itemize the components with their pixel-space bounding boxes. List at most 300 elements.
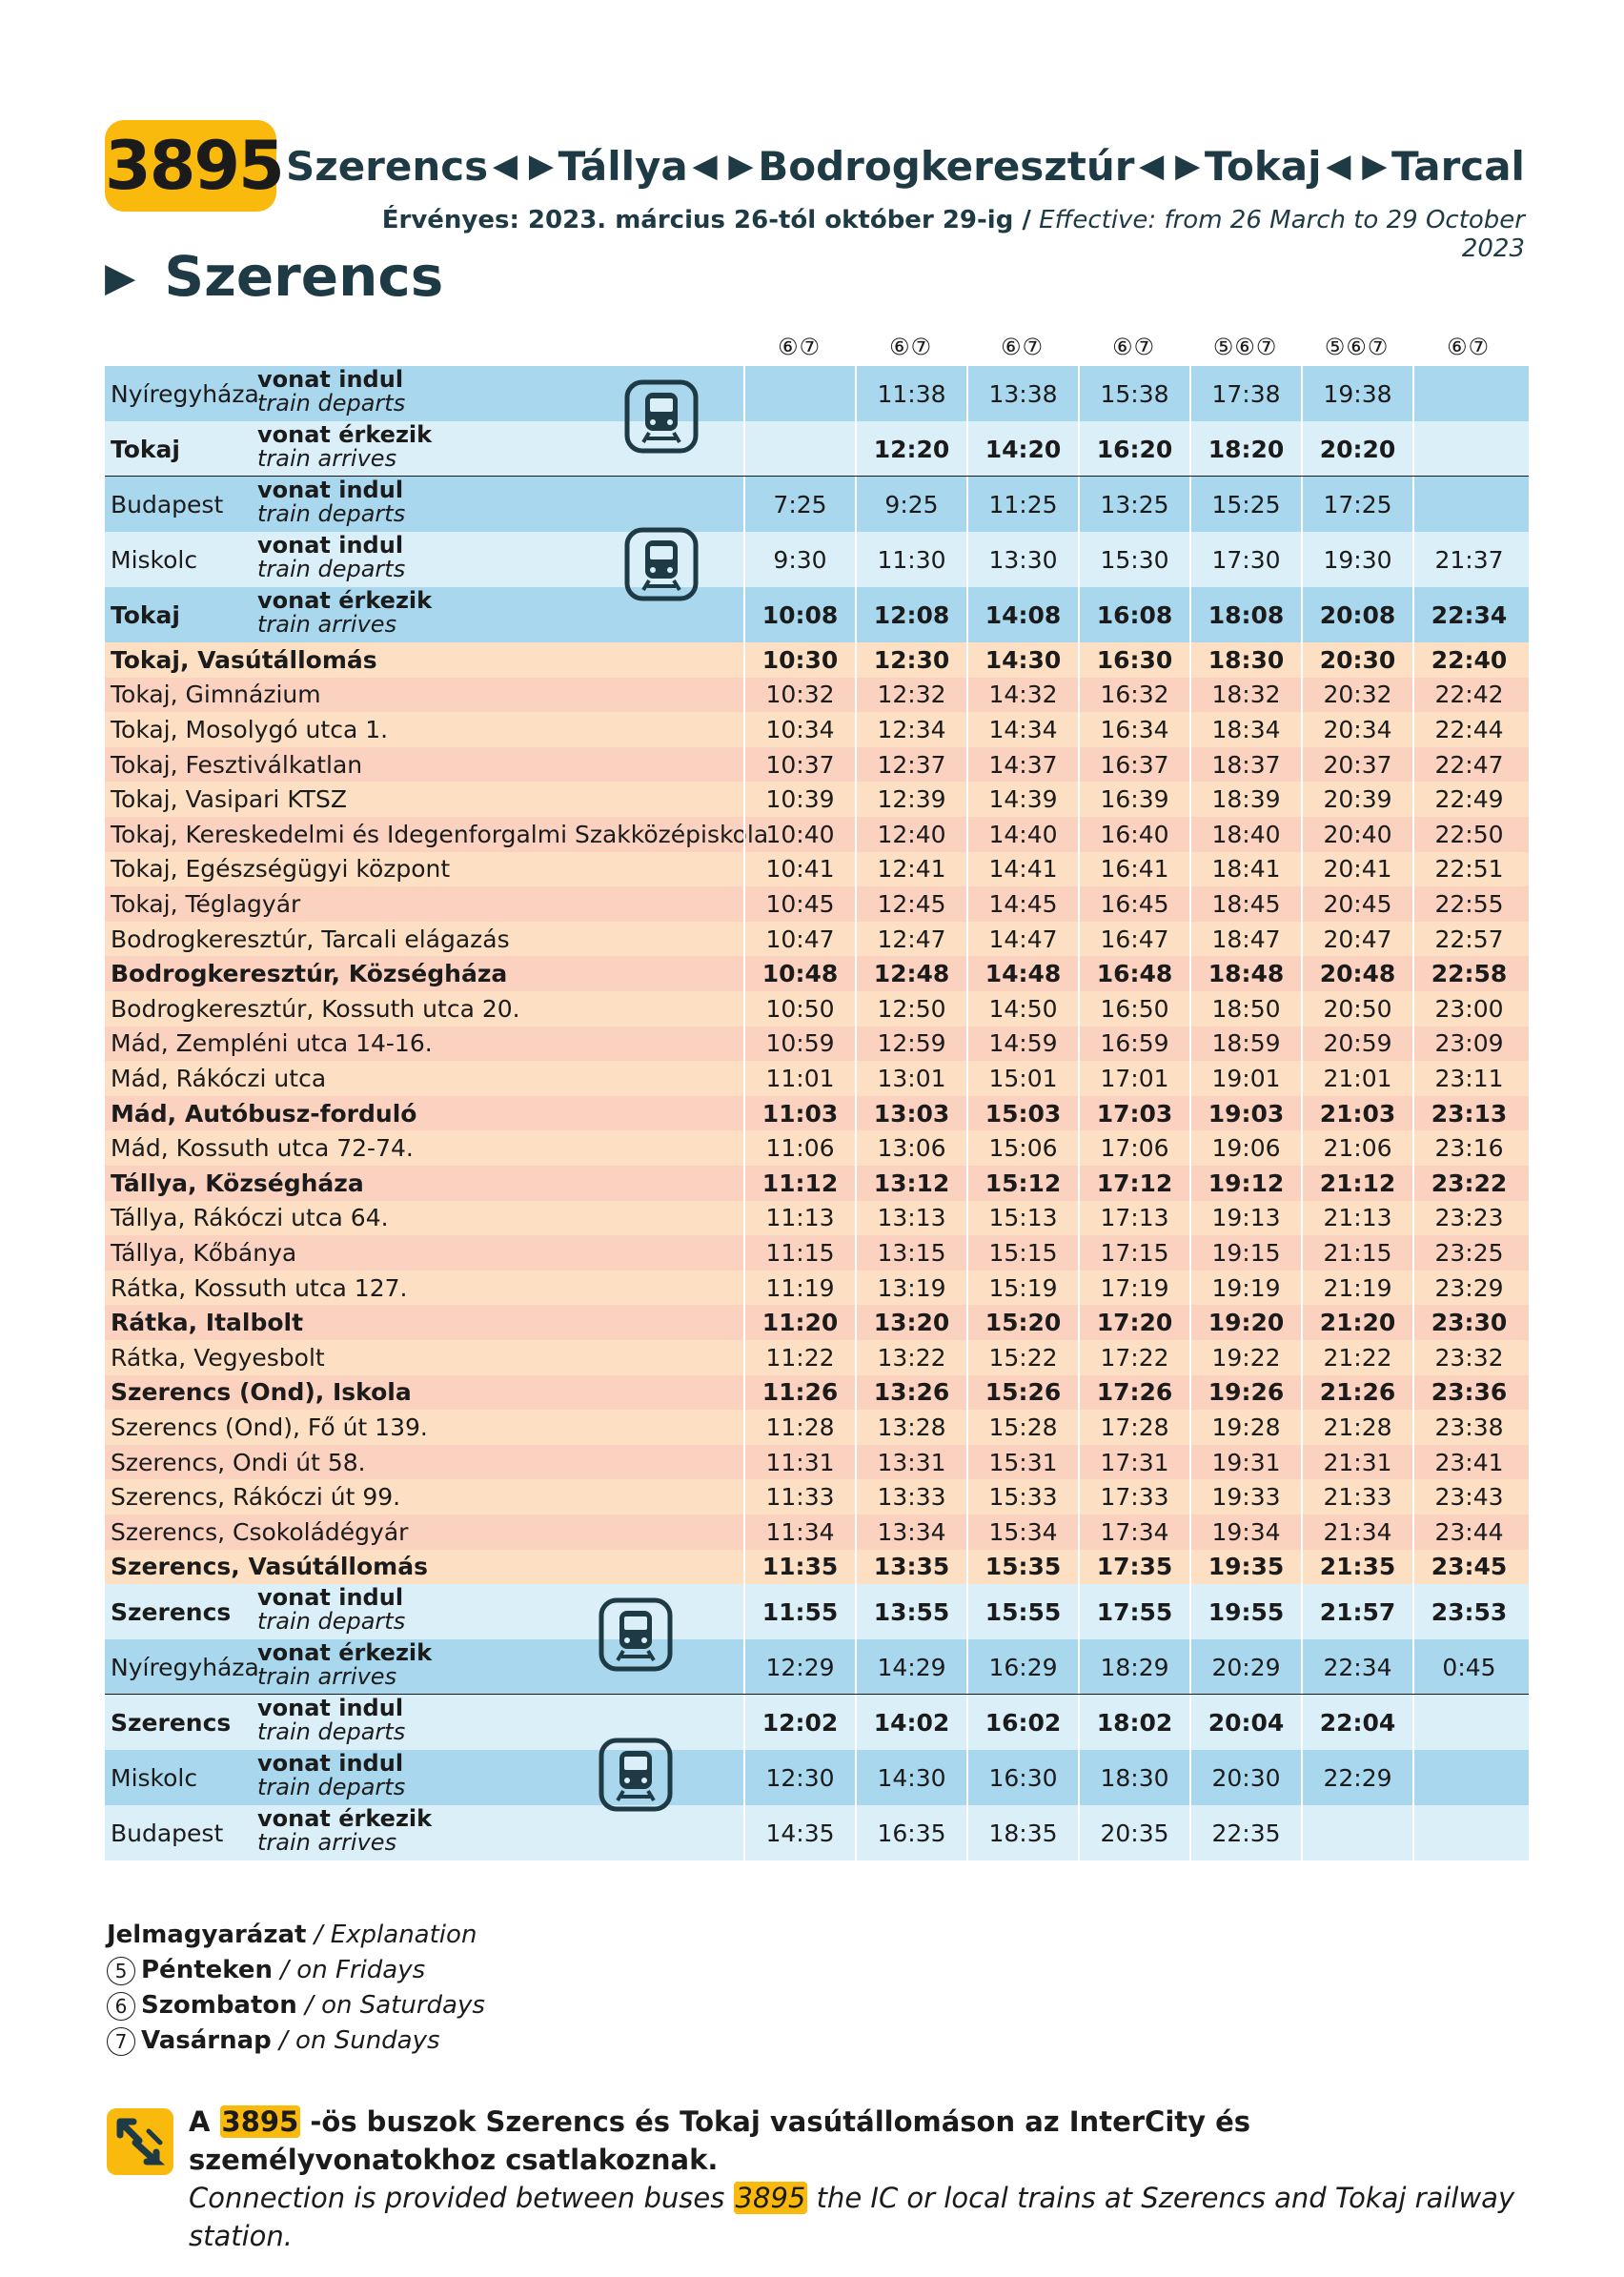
validity-en: Effective: from 26 March to 29 October 2023 — [1030, 206, 1525, 263]
departure-time-cell — [1301, 1805, 1412, 1860]
departure-time-cell: 11:31 — [743, 1445, 855, 1480]
validity-period — [315, 206, 1525, 263]
stop-name: Mád, Rákóczi utca — [111, 1064, 327, 1092]
departure-time-cell: 12:41 — [855, 852, 966, 887]
stop-name: Rátka, Kossuth utca 127. — [111, 1273, 408, 1302]
departure-time-cell: 23:44 — [1412, 1515, 1524, 1550]
stop-name: Rátka, Vegyesbolt — [111, 1343, 325, 1372]
validity-hu: Érvényes: 2023. március 26-tól október 29-ig / — [381, 206, 1031, 234]
bus-stop-row — [105, 1515, 1529, 1550]
departure-time-cell: 15:20 — [966, 1305, 1078, 1340]
departure-time-cell: 16:32 — [1078, 678, 1189, 713]
bus-stop-row — [105, 1061, 1529, 1096]
departure-time-cell: 17:25 — [1301, 477, 1412, 532]
departure-time-cell: 14:30 — [966, 642, 1078, 678]
departure-time-cell: 17:28 — [1078, 1410, 1189, 1445]
departure-time-cell: 13:22 — [855, 1340, 966, 1375]
departure-time-cell: 22:58 — [1412, 956, 1524, 991]
departure-time-cell: 11:06 — [743, 1130, 855, 1166]
departure-time-cell: 13:34 — [855, 1515, 966, 1550]
departure-time-cell — [1412, 1695, 1524, 1750]
train-note-hu: vonat indul — [257, 366, 404, 393]
departure-time-cell: 21:20 — [1301, 1305, 1412, 1340]
route-stop: Tokaj — [1204, 142, 1322, 190]
departure-time-cell: 21:15 — [1301, 1235, 1412, 1271]
departure-time-cell: 11:20 — [743, 1305, 855, 1340]
departure-time-cell — [1412, 1750, 1524, 1805]
departure-time-cell: 11:30 — [855, 532, 966, 587]
departure-time-cell: 10:37 — [743, 747, 855, 783]
departure-time-cell: 19:30 — [1301, 532, 1412, 587]
train-note-hu: vonat indul — [257, 1750, 404, 1778]
departure-time-cell: 22:49 — [1412, 782, 1524, 817]
departure-time-cell: 10:34 — [743, 712, 855, 747]
day-code-cell: ⑤⑥⑦ — [1212, 334, 1278, 360]
departure-time-cell: 21:31 — [1301, 1445, 1412, 1480]
departure-time-cell: 16:39 — [1078, 782, 1189, 817]
departure-time-cell: 13:28 — [855, 1410, 966, 1445]
departure-time-cell: 11:35 — [743, 1550, 855, 1585]
departure-time-cell: 10:08 — [743, 587, 855, 642]
connection-en-post: the IC or local trains at Szerencs and Tokaj railway station. — [189, 2182, 1515, 2252]
legend — [107, 1918, 485, 2059]
departure-time-cell: 13:38 — [966, 366, 1078, 421]
departure-time-cell: 21:03 — [1301, 1096, 1412, 1131]
stop-name: Tokaj, Gimnázium — [111, 681, 321, 709]
departure-time-cell: 11:25 — [966, 477, 1078, 532]
departure-time-cell: 13:12 — [855, 1166, 966, 1201]
departure-time-cell: 10:50 — [743, 991, 855, 1027]
bus-stop-row — [105, 1027, 1529, 1062]
departure-time-cell — [1412, 421, 1524, 477]
departure-time-cell: 21:13 — [1301, 1201, 1412, 1236]
train-icon — [624, 527, 699, 601]
departure-time-cell: 15:31 — [966, 1445, 1078, 1480]
day-code-cell: ⑥⑦ — [1111, 334, 1156, 360]
stop-name: Miskolc — [111, 1763, 198, 1792]
train-note-hu: vonat indul — [257, 1695, 404, 1722]
departure-time-cell: 20:39 — [1301, 782, 1412, 817]
departure-time-cell: 18:30 — [1078, 1750, 1189, 1805]
train-note-hu: vonat indul — [257, 1584, 404, 1612]
bus-stop-row — [105, 747, 1529, 783]
departure-time-cell: 22:29 — [1301, 1750, 1412, 1805]
departure-time-cell: 16:02 — [966, 1695, 1078, 1750]
train-note-en: train arrives — [257, 1663, 397, 1691]
departure-time-cell: 17:13 — [1078, 1201, 1189, 1236]
departure-time-cell: 13:31 — [855, 1445, 966, 1480]
departure-time-cell: 23:13 — [1412, 1096, 1524, 1131]
timetable-header — [105, 120, 1525, 215]
train-connection-row — [105, 1805, 1529, 1860]
departure-time-cell: 17:01 — [1078, 1061, 1189, 1096]
stop-name: Tokaj, Fesztiválkatlan — [111, 750, 363, 779]
departure-time-cell: 9:30 — [743, 532, 855, 587]
route-number-badge: 3895 — [105, 120, 276, 212]
departure-time-cell: 20:20 — [1301, 421, 1412, 477]
departure-time-cell: 23:43 — [1412, 1479, 1524, 1515]
stop-name: Rátka, Italbolt — [111, 1309, 304, 1337]
departure-time-cell: 20:48 — [1301, 956, 1412, 991]
departure-time-cell: 23:30 — [1412, 1305, 1524, 1340]
departure-time-cell: 14:45 — [966, 886, 1078, 922]
stop-name: Tokaj — [111, 435, 180, 463]
train-note-en: train arrives — [257, 1829, 397, 1857]
train-note — [257, 423, 432, 471]
departure-time-cell: 17:30 — [1189, 532, 1301, 587]
connection-note — [189, 2103, 1523, 2255]
departure-time-cell: 18:08 — [1189, 587, 1301, 642]
train-connection-row — [105, 477, 1529, 532]
train-note-en: train departs — [257, 1608, 406, 1636]
stop-name: Budapest — [111, 1819, 224, 1847]
legend-item-en: / on Saturdays — [296, 1991, 485, 2020]
departure-time-cell: 10:47 — [743, 922, 855, 957]
departure-time-cell: 12:02 — [743, 1695, 855, 1750]
departure-time-cell: 15:22 — [966, 1340, 1078, 1375]
departure-time-cell: 19:20 — [1189, 1305, 1301, 1340]
departure-time-cell: 11:15 — [743, 1235, 855, 1271]
departure-time-cell: 18:50 — [1189, 991, 1301, 1027]
departure-time-cell: 21:34 — [1301, 1515, 1412, 1550]
stop-name: Tokaj, Téglagyár — [111, 889, 301, 918]
departure-time-cell: 16:35 — [855, 1805, 966, 1860]
departure-time-cell: 14:34 — [966, 712, 1078, 747]
stop-name: Tokaj, Mosolygó utca 1. — [111, 715, 389, 743]
departure-time-cell: 20:30 — [1301, 642, 1412, 678]
departure-time-cell: 12:29 — [743, 1639, 855, 1695]
departure-time-cell: 20:45 — [1301, 886, 1412, 922]
stop-name: Tállya, Rákóczi utca 64. — [111, 1204, 389, 1232]
departure-time-cell: 18:35 — [966, 1805, 1078, 1860]
departure-time-cell: 12:39 — [855, 782, 966, 817]
train-note-hu: vonat érkezik — [257, 1639, 433, 1667]
departure-time-cell: 13:35 — [855, 1550, 966, 1585]
departure-time-cell: 11:38 — [855, 366, 966, 421]
train-connection-row — [105, 1584, 1529, 1639]
departure-time-cell: 18:32 — [1189, 678, 1301, 713]
train-connection-row — [105, 366, 1529, 421]
legend-item-hu: Szombaton — [141, 1991, 297, 2020]
connection-icon — [107, 2108, 173, 2175]
departure-time-cell: 22:35 — [1189, 1805, 1301, 1860]
train-note-hu: vonat érkezik — [257, 421, 433, 448]
departure-time-cell: 13:19 — [855, 1271, 966, 1306]
legend-item — [107, 1988, 485, 2023]
departure-time-cell: 14:48 — [966, 956, 1078, 991]
bus-stop-row — [105, 1550, 1529, 1585]
train-connection-row — [105, 587, 1529, 642]
legend-title-hu: Jelmagyarázat — [107, 1921, 307, 1949]
departure-time-cell: 18:34 — [1189, 712, 1301, 747]
departure-time-cell: 19:12 — [1189, 1166, 1301, 1201]
departure-time-cell: 22:34 — [1412, 587, 1524, 642]
departure-time-cell: 13:26 — [855, 1375, 966, 1411]
bus-stop-row — [105, 782, 1529, 817]
bidirectional-arrow-icon: ◀ ▶ — [492, 147, 554, 185]
departure-time-cell: 23:00 — [1412, 991, 1524, 1027]
departure-time-cell: 14:47 — [966, 922, 1078, 957]
departure-time-cell: 13:30 — [966, 532, 1078, 587]
train-note-hu: vonat indul — [257, 532, 404, 559]
departure-time-cell: 20:47 — [1301, 922, 1412, 957]
connection-note-hu — [189, 2103, 1523, 2179]
departure-time-cell: 14:50 — [966, 991, 1078, 1027]
departure-time-cell: 16:30 — [966, 1750, 1078, 1805]
departure-time-cell: 17:22 — [1078, 1340, 1189, 1375]
bus-stop-row — [105, 991, 1529, 1027]
departure-time-cell: 14:35 — [743, 1805, 855, 1860]
departure-time-cell: 12:34 — [855, 712, 966, 747]
departure-time-cell: 18:39 — [1189, 782, 1301, 817]
train-icon — [599, 1597, 673, 1672]
day-code-icon: 5 — [107, 1957, 135, 1985]
departure-time-cell: 17:26 — [1078, 1375, 1189, 1411]
departure-time-cell: 18:40 — [1189, 817, 1301, 852]
departure-time-cell: 23:38 — [1412, 1410, 1524, 1445]
departure-time-cell: 19:13 — [1189, 1201, 1301, 1236]
departure-time-cell: 12:08 — [855, 587, 966, 642]
departure-time-cell: 22:51 — [1412, 852, 1524, 887]
departure-time-cell: 18:59 — [1189, 1027, 1301, 1062]
departure-time-cell: 21:12 — [1301, 1166, 1412, 1201]
departure-time-cell: 14:39 — [966, 782, 1078, 817]
bus-stop-row — [105, 1166, 1529, 1201]
departure-time-cell: 20:29 — [1189, 1639, 1301, 1695]
departure-time-cell: 17:31 — [1078, 1445, 1189, 1480]
departure-time-cell: 19:26 — [1189, 1375, 1301, 1411]
train-note-en: train arrives — [257, 445, 397, 472]
departure-time-cell: 13:06 — [855, 1130, 966, 1166]
departure-time-cell: 13:20 — [855, 1305, 966, 1340]
departure-time-cell: 15:12 — [966, 1166, 1078, 1201]
day-codes-row — [105, 330, 1529, 364]
departure-time-cell: 15:38 — [1078, 366, 1189, 421]
route-stop: Tarcal — [1391, 142, 1525, 190]
stop-name: Tállya, Községháza — [111, 1169, 364, 1197]
departure-time-cell: 16:48 — [1078, 956, 1189, 991]
connection-en-pre: Connection is provided between buses — [189, 2182, 734, 2214]
train-connection-row — [105, 421, 1529, 477]
departure-time-cell: 20:30 — [1189, 1750, 1301, 1805]
legend-item-en: / on Sundays — [271, 2026, 440, 2055]
departure-time-cell: 18:30 — [1189, 642, 1301, 678]
departure-time-cell: 10:41 — [743, 852, 855, 887]
departure-time-cell — [1412, 1805, 1524, 1860]
legend-item — [107, 1953, 485, 1988]
train-note-hu: vonat érkezik — [257, 587, 433, 614]
departure-time-cell: 19:03 — [1189, 1096, 1301, 1131]
departure-time-cell: 17:38 — [1189, 366, 1301, 421]
departure-time-cell: 17:03 — [1078, 1096, 1189, 1131]
departure-time-cell: 13:25 — [1078, 477, 1189, 532]
departure-time-cell: 11:55 — [743, 1584, 855, 1639]
stop-name: Bodrogkeresztúr, Tarcali elágazás — [111, 925, 510, 953]
bus-stop-row — [105, 1235, 1529, 1271]
departure-time-cell: 15:25 — [1189, 477, 1301, 532]
departure-time-cell: 11:19 — [743, 1271, 855, 1306]
bidirectional-arrow-icon: ◀ ▶ — [692, 147, 754, 185]
train-note — [257, 1586, 405, 1634]
departure-time-cell — [1412, 366, 1524, 421]
departure-time-cell: 17:55 — [1078, 1584, 1189, 1639]
departure-time-cell: 20:34 — [1301, 712, 1412, 747]
departure-time-cell: 12:40 — [855, 817, 966, 852]
stop-name: Bodrogkeresztúr, Községháza — [111, 960, 508, 988]
stop-name: Mád, Zempléni utca 14-16. — [111, 1029, 433, 1058]
departure-time-cell: 23:29 — [1412, 1271, 1524, 1306]
departure-time-cell: 11:01 — [743, 1061, 855, 1096]
departure-time-cell: 14:29 — [855, 1639, 966, 1695]
departure-time-cell: 19:33 — [1189, 1479, 1301, 1515]
departure-time-cell: 14:20 — [966, 421, 1078, 477]
departure-time-cell: 23:36 — [1412, 1375, 1524, 1411]
departure-time-cell: 21:26 — [1301, 1375, 1412, 1411]
departure-time-cell: 23:41 — [1412, 1445, 1524, 1480]
departure-time-cell: 11:34 — [743, 1515, 855, 1550]
departure-time-cell: 18:37 — [1189, 747, 1301, 783]
departure-time-cell: 9:25 — [855, 477, 966, 532]
train-note — [257, 1752, 405, 1799]
departure-time-cell: 21:22 — [1301, 1340, 1412, 1375]
stop-name: Tokaj, Vasipari KTSZ — [111, 785, 348, 814]
train-note-en: train departs — [257, 390, 406, 417]
departure-time-cell: 20:50 — [1301, 991, 1412, 1027]
departure-time-cell: 23:16 — [1412, 1130, 1524, 1166]
departure-time-cell: 20:41 — [1301, 852, 1412, 887]
train-note — [257, 1697, 405, 1744]
departure-time-cell: 10:30 — [743, 642, 855, 678]
route-stop: Bodrogkeresztúr — [758, 142, 1135, 190]
legend-item-hu: Vasárnap — [141, 2026, 272, 2055]
departure-time-cell: 14:40 — [966, 817, 1078, 852]
day-code-cell: ⑥⑦ — [777, 334, 822, 360]
departure-time-cell: 17:06 — [1078, 1130, 1189, 1166]
departure-time-cell: 19:28 — [1189, 1410, 1301, 1445]
bus-stop-row — [105, 1130, 1529, 1166]
bus-stop-row — [105, 852, 1529, 887]
departure-time-cell: 20:08 — [1301, 587, 1412, 642]
departure-time-cell: 12:20 — [855, 421, 966, 477]
departure-time-cell: 18:41 — [1189, 852, 1301, 887]
departure-time-cell: 10:40 — [743, 817, 855, 852]
stop-name: Tállya, Kőbánya — [111, 1238, 297, 1267]
bus-stop-row — [105, 678, 1529, 713]
departure-time-cell: 11:22 — [743, 1340, 855, 1375]
departure-time-cell: 23:45 — [1412, 1550, 1524, 1585]
departure-time-cell: 18:20 — [1189, 421, 1301, 477]
direction-heading — [105, 238, 443, 315]
bus-stop-row — [105, 956, 1529, 991]
train-note-en: train departs — [257, 1718, 406, 1746]
bus-stop-row — [105, 1096, 1529, 1131]
train-note — [257, 1807, 432, 1855]
departure-time-cell: 16:59 — [1078, 1027, 1189, 1062]
departure-time-cell: 19:19 — [1189, 1271, 1301, 1306]
departure-time-cell: 22:55 — [1412, 886, 1524, 922]
departure-time-cell: 14:59 — [966, 1027, 1078, 1062]
departure-time-cell: 15:13 — [966, 1201, 1078, 1236]
route-stops — [286, 128, 1525, 204]
departure-time-cell: 22:57 — [1412, 922, 1524, 957]
stop-name: Tokaj, Egészségügyi központ — [111, 855, 451, 884]
train-connection-row — [105, 1750, 1529, 1805]
train-connection-row — [105, 1639, 1529, 1695]
departure-time-cell — [743, 366, 855, 421]
departure-time-cell: 15:34 — [966, 1515, 1078, 1550]
departure-time-cell: 21:01 — [1301, 1061, 1412, 1096]
legend-title-en: / Explanation — [306, 1921, 477, 1949]
departure-time-cell: 15:55 — [966, 1584, 1078, 1639]
train-note-hu: vonat érkezik — [257, 1805, 433, 1833]
train-note-hu: vonat indul — [257, 477, 404, 503]
departure-time-cell: 12:37 — [855, 747, 966, 783]
legend-item-en: / on Fridays — [273, 1956, 426, 1984]
stop-name: Mád, Autóbusz-forduló — [111, 1099, 417, 1128]
connection-note-en — [189, 2179, 1523, 2255]
connection-hu-pre: A — [189, 2105, 220, 2138]
departure-time-cell: 19:22 — [1189, 1340, 1301, 1375]
departure-time-cell: 23:25 — [1412, 1235, 1524, 1271]
departure-time-cell: 19:01 — [1189, 1061, 1301, 1096]
departure-time-cell: 17:35 — [1078, 1550, 1189, 1585]
departure-time-cell: 16:40 — [1078, 817, 1189, 852]
departure-time-cell: 21:19 — [1301, 1271, 1412, 1306]
train-note — [257, 534, 405, 581]
train-note-en: train departs — [257, 500, 406, 527]
bus-stop-row — [105, 886, 1529, 922]
departure-time-cell: 12:59 — [855, 1027, 966, 1062]
departure-time-cell: 19:35 — [1189, 1550, 1301, 1585]
departure-time-cell: 14:41 — [966, 852, 1078, 887]
train-note-en: train departs — [257, 1774, 406, 1801]
departure-time-cell: 15:35 — [966, 1550, 1078, 1585]
departure-time-cell: 16:34 — [1078, 712, 1189, 747]
departure-time-cell: 18:02 — [1078, 1695, 1189, 1750]
departure-time-cell: 12:47 — [855, 922, 966, 957]
departure-time-cell: 11:13 — [743, 1201, 855, 1236]
train-icon — [624, 379, 699, 454]
bus-stop-row — [105, 1445, 1529, 1480]
stop-name: Nyíregyháza — [111, 379, 259, 408]
departure-time-cell — [743, 421, 855, 477]
bus-stop-row — [105, 1271, 1529, 1306]
day-code-cell: ⑥⑦ — [1446, 334, 1491, 360]
train-connection-row — [105, 1695, 1529, 1750]
train-icon — [599, 1738, 673, 1812]
stop-name: Budapest — [111, 490, 224, 518]
day-code-cell: ⑥⑦ — [888, 334, 933, 360]
departure-time-cell: 23:22 — [1412, 1166, 1524, 1201]
departure-time-cell: 17:19 — [1078, 1271, 1189, 1306]
departure-time-cell: 13:01 — [855, 1061, 966, 1096]
bus-stop-row — [105, 1340, 1529, 1375]
departure-time-cell: 21:33 — [1301, 1479, 1412, 1515]
departure-time-cell: 16:47 — [1078, 922, 1189, 957]
departure-time-cell: 16:41 — [1078, 852, 1189, 887]
train-note — [257, 1641, 432, 1689]
departure-time-cell: 7:25 — [743, 477, 855, 532]
departure-time-cell: 12:50 — [855, 991, 966, 1027]
train-note — [257, 478, 405, 526]
departure-time-cell: 22:34 — [1301, 1639, 1412, 1695]
departure-time-cell: 12:32 — [855, 678, 966, 713]
legend-item-hu: Pénteken — [141, 1956, 273, 1984]
departure-time-cell: 23:09 — [1412, 1027, 1524, 1062]
departure-time-cell: 22:50 — [1412, 817, 1524, 852]
direction-title: Szerencs — [164, 244, 444, 309]
departure-time-cell: 17:15 — [1078, 1235, 1189, 1271]
